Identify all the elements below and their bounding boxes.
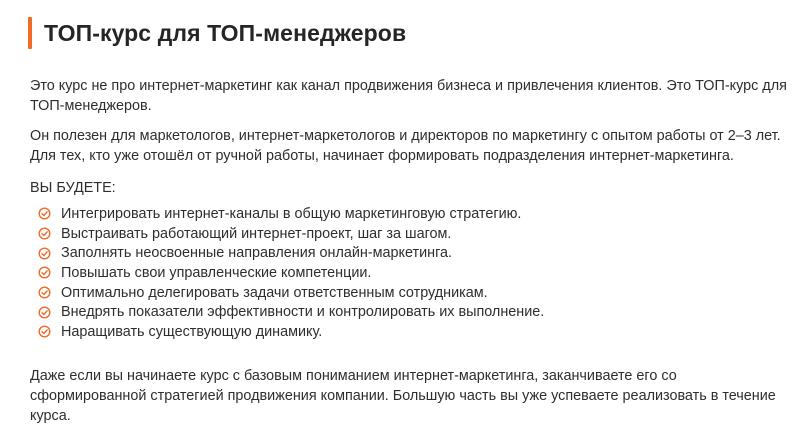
check-circle-icon	[38, 247, 51, 260]
benefit-item	[38, 204, 544, 224]
benefit-text: Внедрять показатели эффективности и контролировать их выполнение.	[61, 304, 545, 321]
benefit-text: Повышать свои управленческие компетенции.	[61, 264, 372, 281]
benefit-text: Выстраивать работающий интернет-проект, шаг за шагом.	[61, 225, 452, 242]
outro-paragraph: Даже если вы начинаете курс с базовым пониманием интернет-маркетинга, заканчиваете его со сформированной стратегией продвижения компании. Большую часть вы уже успеваете реализовать в течение курса.	[30, 368, 776, 424]
check-circle-icon	[38, 325, 51, 338]
check-circle-icon	[38, 207, 51, 220]
check-circle-icon	[38, 266, 51, 279]
benefits-list	[38, 204, 544, 342]
benefits-label: ВЫ БУДЕТЕ:	[30, 180, 116, 196]
benefit-item	[38, 302, 544, 322]
benefit-text: Наращивать существующую динамику.	[61, 323, 323, 340]
benefit-item	[38, 243, 544, 263]
benefit-text: Интегрировать интернет-каналы в общую маркетинговую стратегию.	[61, 205, 522, 222]
benefit-item	[38, 322, 544, 342]
benefit-text: Заполнять неосвоенные направления онлайн-маркетинга.	[61, 245, 453, 262]
page-title: ТОП-курс для ТОП-менеджеров	[44, 19, 407, 46]
heading-accent-bar	[28, 17, 32, 49]
benefit-item	[38, 283, 544, 303]
benefit-item	[38, 263, 544, 283]
benefit-item	[38, 224, 544, 244]
intro-paragraph-1: Это курс не про интернет-маркетинг как канал продвижения бизнеса и привлечения клиентов. Это ТОП-курс для ТОП-менеджеров.	[30, 78, 787, 114]
intro-paragraph-2: Он полезен для маркетологов, интернет-маркетологов и директоров по маркетингу с опытом работы от 2–3 лет. Для тех, кто уже отошёл от ручной работы, начинает формировать подразделения интернет-маркетинга.	[30, 128, 781, 164]
check-circle-icon	[38, 286, 51, 299]
check-circle-icon	[38, 227, 51, 240]
check-circle-icon	[38, 306, 51, 319]
benefit-text: Оптимально делегировать задачи ответственным сотрудникам.	[61, 284, 488, 301]
section-heading	[28, 14, 406, 52]
